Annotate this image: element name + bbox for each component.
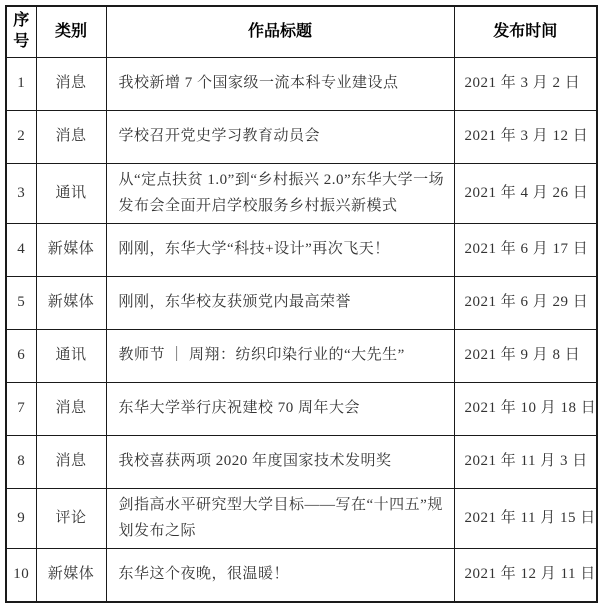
cell-date: 2021 年 6 月 29 日 [454, 277, 597, 330]
header-cell-date: 发布时间 [454, 6, 597, 58]
cell-title: 学校召开党史学习教育动员会 [106, 111, 454, 164]
cell-title: 剑指高水平研究型大学目标——写在“十四五”规划发布之际 [106, 489, 454, 549]
cell-date: 2021 年 3 月 12 日 [454, 111, 597, 164]
table-row [6, 383, 597, 436]
works-table [5, 5, 598, 603]
cell-no: 1 [6, 58, 36, 111]
cell-no: 5 [6, 277, 36, 330]
cell-title: 刚刚，东华大学“科技+设计”再次飞天！ [106, 224, 454, 277]
cell-category: 新媒体 [36, 277, 106, 330]
table-row [6, 164, 597, 224]
cell-title: 教师节 ｜ 周翔：纺织印染行业的“大先生” [106, 330, 454, 383]
table-row [6, 277, 597, 330]
cell-title: 我校新增 7 个国家级一流本科专业建设点 [106, 58, 454, 111]
cell-date: 2021 年 4 月 26 日 [454, 164, 597, 224]
cell-category: 消息 [36, 111, 106, 164]
header-cell-no: 序号 [6, 6, 36, 58]
cell-category: 消息 [36, 383, 106, 436]
cell-category: 通讯 [36, 330, 106, 383]
cell-category: 新媒体 [36, 549, 106, 603]
cell-no: 2 [6, 111, 36, 164]
cell-no: 8 [6, 436, 36, 489]
cell-category: 新媒体 [36, 224, 106, 277]
cell-category: 消息 [36, 436, 106, 489]
table-row [6, 436, 597, 489]
cell-date: 2021 年 10 月 18 日 [454, 383, 597, 436]
cell-no: 7 [6, 383, 36, 436]
cell-no: 4 [6, 224, 36, 277]
table-row [6, 58, 597, 111]
table-header [6, 6, 597, 58]
cell-date: 2021 年 9 月 8 日 [454, 330, 597, 383]
cell-category: 评论 [36, 489, 106, 549]
table-row [6, 111, 597, 164]
cell-no: 6 [6, 330, 36, 383]
table-row [6, 224, 597, 277]
cell-date: 2021 年 12 月 11 日 [454, 549, 597, 603]
header-row [6, 6, 597, 58]
cell-category: 消息 [36, 58, 106, 111]
header-cell-title: 作品标题 [106, 6, 454, 58]
cell-date: 2021 年 11 月 15 日 [454, 489, 597, 549]
cell-title: 东华大学举行庆祝建校 70 周年大会 [106, 383, 454, 436]
header-cell-category: 类别 [36, 6, 106, 58]
table-row [6, 330, 597, 383]
cell-title: 从“定点扶贫 1.0”到“乡村振兴 2.0”东华大学一场发布会全面开启学校服务乡村振兴新模式 [106, 164, 454, 224]
table-body [6, 58, 597, 603]
cell-title: 我校喜获两项 2020 年度国家技术发明奖 [106, 436, 454, 489]
cell-title: 东华这个夜晚，很温暖！ [106, 549, 454, 603]
cell-date: 2021 年 6 月 17 日 [454, 224, 597, 277]
cell-title: 刚刚，东华校友获颁党内最高荣誉 [106, 277, 454, 330]
table-row [6, 549, 597, 603]
cell-no: 9 [6, 489, 36, 549]
cell-date: 2021 年 3 月 2 日 [454, 58, 597, 111]
cell-no: 3 [6, 164, 36, 224]
cell-date: 2021 年 11 月 3 日 [454, 436, 597, 489]
cell-no: 10 [6, 549, 36, 603]
table-row [6, 489, 597, 549]
cell-category: 通讯 [36, 164, 106, 224]
